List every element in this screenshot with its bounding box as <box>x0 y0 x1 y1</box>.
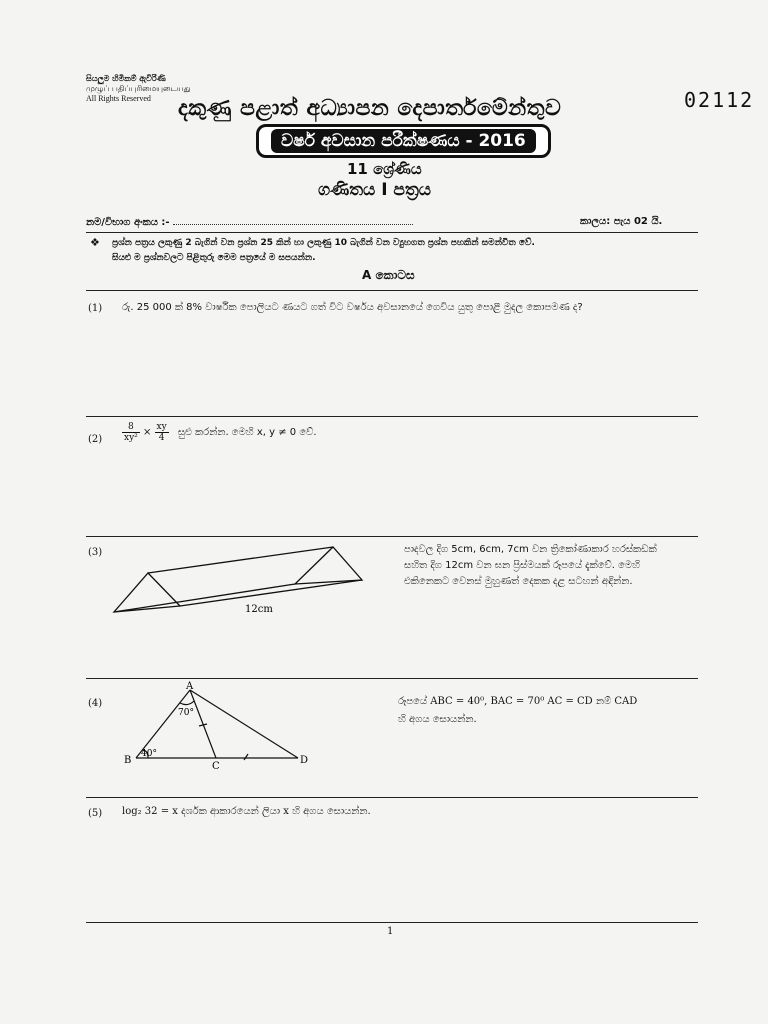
label-D: D <box>300 755 309 766</box>
fraction-1: $\frac{8}{\text{xy²}}$ <box>124 422 138 443</box>
question-2-number: (2) <box>88 434 103 445</box>
instruction-line-2: සියළු ම ප්‍රශ්නවලට පිළිතුරු මෙම පත්‍රයේ ම සපයන්න. <box>112 253 316 263</box>
angle-B-label: 40° <box>141 749 157 759</box>
fraction-2: $\frac{xy}{4}$ <box>156 422 167 443</box>
copyright-line-3: All Rights Reserved <box>86 94 151 103</box>
page-number: 1 <box>387 926 394 937</box>
label-C: C <box>212 761 220 770</box>
divider <box>86 416 698 417</box>
question-3-text-1: පාදවල දිග 5cm, 6cm, 7cm වන ත්‍රිකෝණාකාර හරස්කඩක් <box>404 544 657 555</box>
question-3-text-3: එකිනෙකට වෙනස් මුහුණත් දෙකක දළ සටහන් අඳින්න. <box>404 576 633 587</box>
label-B: B <box>124 755 132 766</box>
angle-A-label: 70° <box>178 708 194 718</box>
divider <box>86 232 698 233</box>
times-symbol: × <box>142 427 152 438</box>
copyright-line-1: සියලුම හිමිකම් ඇවිරිණි <box>86 74 166 83</box>
section-heading: A කොටස <box>362 268 415 282</box>
exam-title-box <box>256 124 551 158</box>
grade-label: 11 ශ්‍රේණිය <box>347 160 422 178</box>
divider <box>86 797 698 798</box>
subject-label: ගණිතය I පත්‍රය <box>318 180 431 200</box>
tick-mark-CD <box>244 754 248 760</box>
question-5-text: log₂ 32 = x දර්ශක ආකාරයෙන් ලියා x හි අගය සොයන්න. <box>122 806 371 817</box>
instruction-line-1: ප්‍රශ්න පත්‍රය ලකුණු 2 බැගින් වන ප්‍රශ්න 25 කින් හා ලකුණු 10 බැගින් වන ව්‍යුහගත ප්‍රශ්න පහකින් සමන්විත වේ. <box>112 238 535 248</box>
divider <box>86 678 698 679</box>
bullet-icon: ❖ <box>90 236 100 249</box>
question-1-number: (1) <box>88 303 103 314</box>
question-1-text: රු. 25 000 ක් 8% වාර්ෂික පොලියට ණයට ගත් විට වර්ෂය අවසානයේ ගෙවිය යුතු පොළී මුදල කොපමණ ද? <box>122 302 583 313</box>
divider <box>86 290 698 291</box>
exam-title: වර්ෂ අවසාන පරීක්ෂණය - 2016 <box>271 129 536 153</box>
prism-diagram <box>100 540 370 620</box>
prism-right-edge <box>180 580 362 606</box>
question-4-number: (4) <box>88 698 103 709</box>
name-index-label: නම/විභාග අංකය :- <box>86 217 170 228</box>
segment-AB <box>136 690 190 758</box>
prism-front-face <box>114 573 180 612</box>
segment-AC <box>190 690 216 758</box>
name-index-field <box>86 216 413 228</box>
question-4-text-1: රූපයේ ABC = 40⁰, BAC = 70⁰ AC = CD නම් CAD <box>398 696 638 707</box>
department-title: දකුණු පළාත් අධ්‍යාපන දෙපාර්තමේන්තුව <box>178 96 562 121</box>
divider <box>86 536 698 537</box>
question-5-number: (5) <box>88 808 103 819</box>
prism-length-label: 12cm <box>245 604 273 615</box>
copyright-line-2: முழுப் பதிப்புரிமையுடையது <box>86 84 191 93</box>
prism-back-face <box>295 547 362 584</box>
question-3-text-2: සහිත දිග 12cm වන ඝන ප්‍රිස්මයක් රූපයේ දැක්වේ. මෙහි <box>404 560 640 571</box>
angle-arc-A <box>180 701 194 705</box>
paper-number: 02112 <box>684 88 755 112</box>
question-2-expression <box>122 422 317 443</box>
question-3-number: (3) <box>88 547 103 558</box>
question-2-text: සුළු කරන්න. මෙහි x, y ≠ 0 වේ. <box>177 427 317 438</box>
divider <box>86 922 698 923</box>
prism-top-edge <box>148 547 333 573</box>
triangle-diagram <box>118 680 318 770</box>
question-4-text-2: හි අගය සොයන්න. <box>398 714 477 725</box>
time-label: කාලය: පැය 02 යි. <box>580 216 663 227</box>
name-dotted-line <box>173 216 413 225</box>
label-A: A <box>186 681 194 692</box>
